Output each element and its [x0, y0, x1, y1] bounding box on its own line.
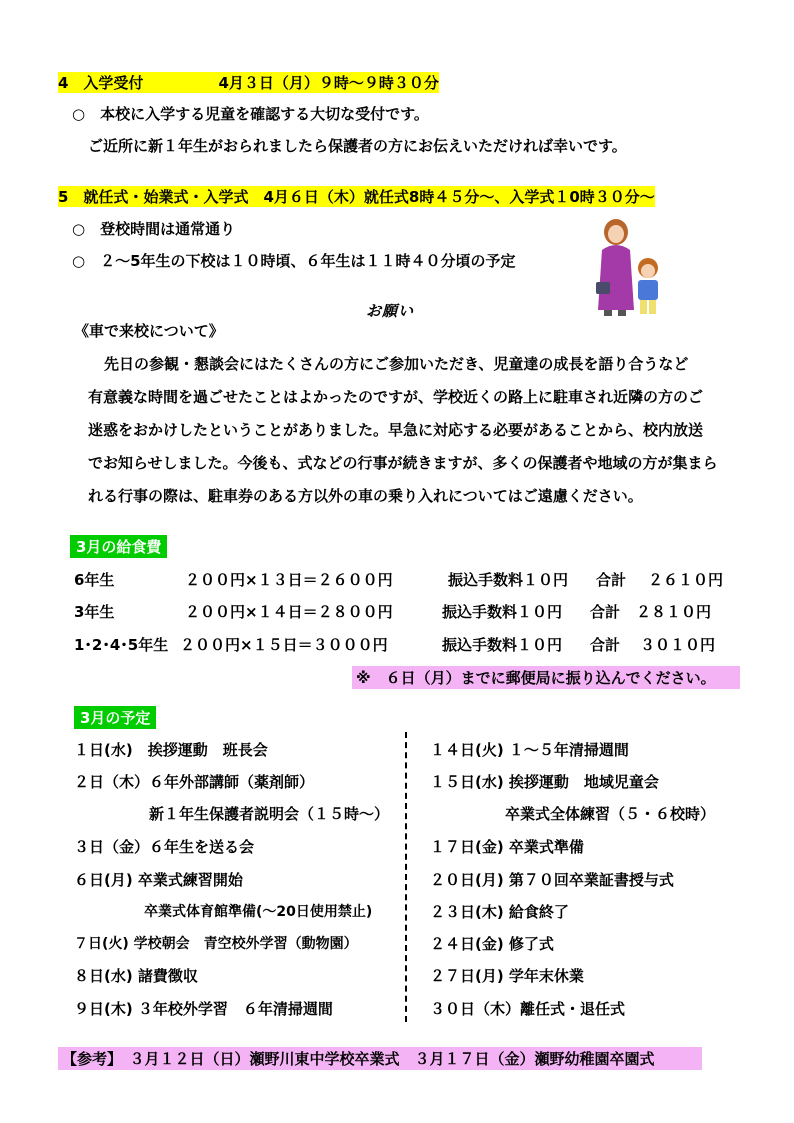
- schedule-left-1: １日(水) 挨拶運動 班長会: [74, 741, 268, 759]
- schedule-right-7: ２４日(金) 修了式: [430, 935, 554, 953]
- lunch-row-3-total: ３０１０円: [640, 636, 716, 654]
- request-title: 《車で来校について》: [74, 322, 224, 340]
- section4-line1: ○ 本校に入学する児童を確認する大切な受付です。: [72, 105, 429, 123]
- schedule-left-8: ８日(水) 諸費徴収: [74, 967, 198, 985]
- schedule-right-8: ２７日(月) 学年末休業: [430, 967, 584, 985]
- request-line-3: 迷惑をおかけしたということがありました。早急に対応する必要があることから、校内放送: [88, 421, 704, 439]
- lunch-fee-tag: 3月の給食費: [70, 535, 167, 558]
- lunch-row-1-total: ２６１０円: [648, 571, 724, 589]
- section4-heading: 4 入学受付 4月３日（月）９時～９時３０分: [58, 74, 439, 92]
- lunch-row-1-total-label: 合計: [596, 571, 627, 589]
- schedule-left-9: ９日(木) ３年校外学習 ６年清掃週間: [74, 1000, 333, 1018]
- lunch-row-3-calc: ２００円×１５日＝３０００円: [180, 636, 388, 654]
- request-badge: お願い: [366, 302, 415, 320]
- parent-child-illustration: [588, 210, 668, 320]
- lunch-row-3-fee: 振込手数料１０円: [442, 636, 563, 654]
- lunch-payment-note: ※ ６日（月）までに郵便局に振り込んでください。: [352, 666, 740, 689]
- schedule-divider: [405, 732, 407, 1022]
- section4-line2: ご近所に新１年生がおられましたら保護者の方にお伝えいただければ幸いです。: [88, 137, 627, 155]
- schedule-right-2: １５日(水) 挨拶運動 地域児童会: [430, 773, 659, 791]
- lunch-row-3-grade: 1･2･4･5年生: [74, 636, 169, 654]
- schedule-left-4: ３日（金）６年生を送る会: [74, 838, 255, 856]
- schedule-right-3: 卒業式全体練習（５・６校時）: [430, 805, 716, 823]
- lunch-row-2-total-label: 合計: [590, 603, 621, 621]
- lunch-row-1-grade: 6年生: [74, 571, 115, 589]
- schedule-right-5: ２０日(月) 第７０回卒業証書授与式: [430, 871, 674, 889]
- lunch-row-1-calc: ２００円×１３日＝２６００円: [185, 571, 393, 589]
- schedule-right-4: １７日(金) 卒業式準備: [430, 838, 584, 856]
- reference-note: 【参考】 ３月１２日（日）瀬野川東中学校卒業式 ３月１７日（金）瀬野幼稚園卒園式: [58, 1047, 702, 1070]
- lunch-row-2-calc: ２００円×１４日＝２８００円: [185, 603, 393, 621]
- schedule-right-1: １４日(火) １～５年清掃週間: [430, 741, 629, 759]
- schedule-right-6: ２３日(木) 給食終了: [430, 903, 569, 921]
- lunch-row-3-total-label: 合計: [590, 636, 621, 654]
- schedule-left-6: 卒業式体育館準備(～20日使用禁止): [74, 904, 373, 920]
- lunch-row-1-fee: 振込手数料１０円: [448, 571, 569, 589]
- section5-heading: 5 就任式・始業式・入学式 4月６日（木）就任式8時４５分～、入学式１0時３０分～: [58, 188, 655, 206]
- request-line-5: れる行事の際は、駐車券のある方以外の車の乗り入れについてはご遠慮ください。: [88, 487, 643, 505]
- request-line-4: でお知らせしました。今後も、式などの行事が続きますが、多くの保護者や地域の方が集まら: [88, 454, 718, 472]
- schedule-right-9: ３０日（木）離任式・退任式: [430, 1000, 626, 1018]
- section5-line2: ○ ２～5年生の下校は１０時頃、６年生は１１時４０分頃の予定: [72, 252, 516, 270]
- section5-line1: ○ 登校時間は通常通り: [72, 220, 236, 238]
- schedule-left-5: ６日(月) 卒業式練習開始: [74, 871, 243, 889]
- schedule-left-3: 新１年生保護者説明会（１５時～）: [74, 805, 390, 823]
- lunch-row-2-total: ２８１０円: [636, 603, 712, 621]
- schedule-left-2: ２日（木）６年外部講師（薬剤師）: [74, 773, 315, 791]
- lunch-row-2-grade: 3年生: [74, 603, 115, 621]
- schedule-left-7: ７日(火) 学校朝会 青空校外学習（動物園）: [74, 936, 358, 952]
- request-line-2: 有意義な時間を過ごせたことはよかったのですが、学校近くの路上に駐車され近隣の方のご: [88, 388, 704, 406]
- lunch-row-2-fee: 振込手数料１０円: [442, 603, 563, 621]
- request-line-1: 先日の参観・懇談会にはたくさんの方にご参加いただき、児童達の成長を語り合うなど: [104, 355, 689, 373]
- schedule-tag: 3月の予定: [74, 706, 156, 729]
